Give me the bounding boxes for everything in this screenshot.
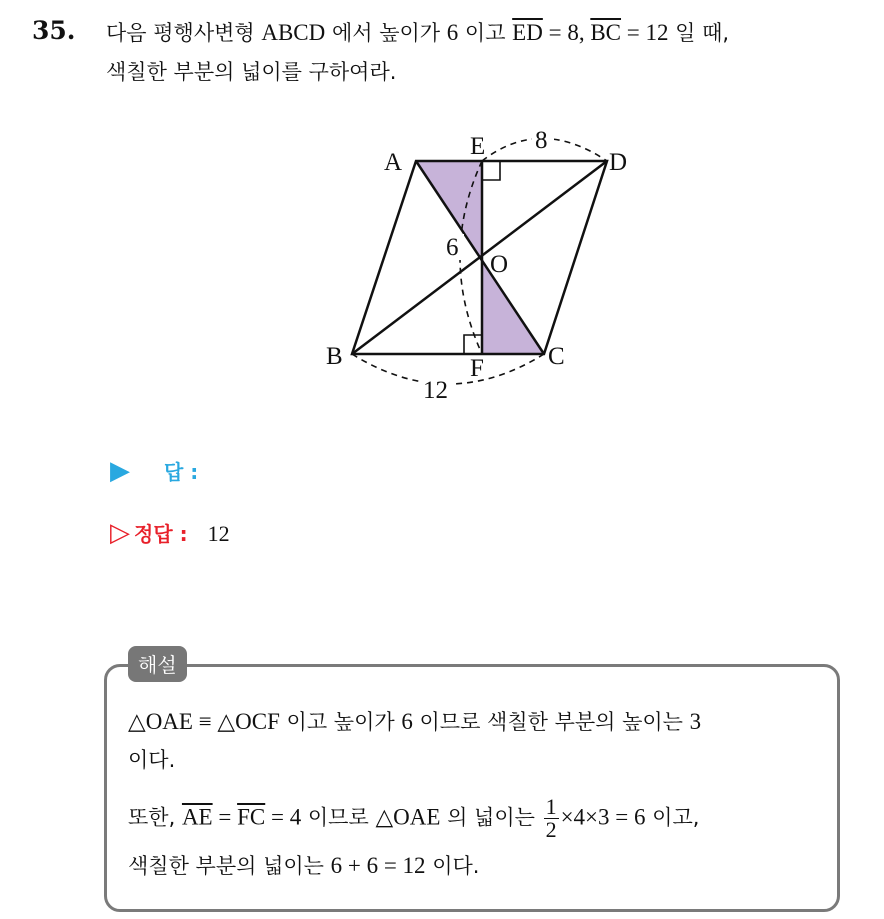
fraction-one-half: $\frac{1}{2}$	[545, 794, 557, 842]
label-d: D	[609, 149, 628, 176]
parallelogram-figure	[320, 118, 640, 408]
correct-answer-value: 12	[207, 521, 230, 546]
label-e: E	[470, 133, 486, 160]
outline-triangle-icon: ▷	[110, 518, 130, 548]
solution-line-4: 색칠한 부분의 넓이는 6 + 6 = 12 이다.	[128, 853, 480, 878]
question-number: 35.	[32, 16, 76, 45]
correct-answer-label: 정답 :	[134, 522, 188, 546]
solution-tag: 해설	[128, 646, 187, 682]
question-line-1: 다음 평행사변형 ABCD 에서 높이가 6 이고 $\overline{ED} = 8$, $\overline{BC} = 12$ 일 때,	[106, 20, 730, 45]
segment-ae: $\overline{AE}$	[181, 804, 213, 830]
segment-ed: $\overline{ED}$	[512, 20, 543, 45]
answer-label: 답 :	[164, 460, 199, 484]
correct-answer-row	[110, 518, 230, 548]
label-f: F	[470, 355, 484, 382]
label-a: A	[384, 149, 403, 176]
label-bottom-length: 12	[423, 377, 448, 404]
segment-fc: $\overline{FC}$	[237, 804, 266, 830]
solution-line-3: 또한, $\overline{AE} = \overline{FC} = 4$ 이므로 △OAE 의 넓이는 $\frac{1}{2}$ ×4×3 = 6 이고,	[128, 794, 700, 842]
segment-bc: $\overline{BC}$	[590, 20, 622, 45]
solution-line-2: 이다.	[128, 748, 176, 772]
label-b: B	[326, 343, 343, 370]
play-triangle-icon: ▶	[110, 456, 130, 486]
label-height: 6	[446, 234, 459, 261]
label-top-length: 8	[535, 127, 548, 154]
question-line-2: 색칠한 부분의 넓이를 구하여라.	[106, 60, 397, 84]
solution-line-1: △OAE ≡ △OCF 이고 높이가 6 이므로 색칠한 부분의 높이는 3	[128, 709, 702, 734]
label-c: C	[548, 343, 565, 370]
answer-row	[110, 456, 198, 486]
label-o: O	[490, 251, 509, 278]
